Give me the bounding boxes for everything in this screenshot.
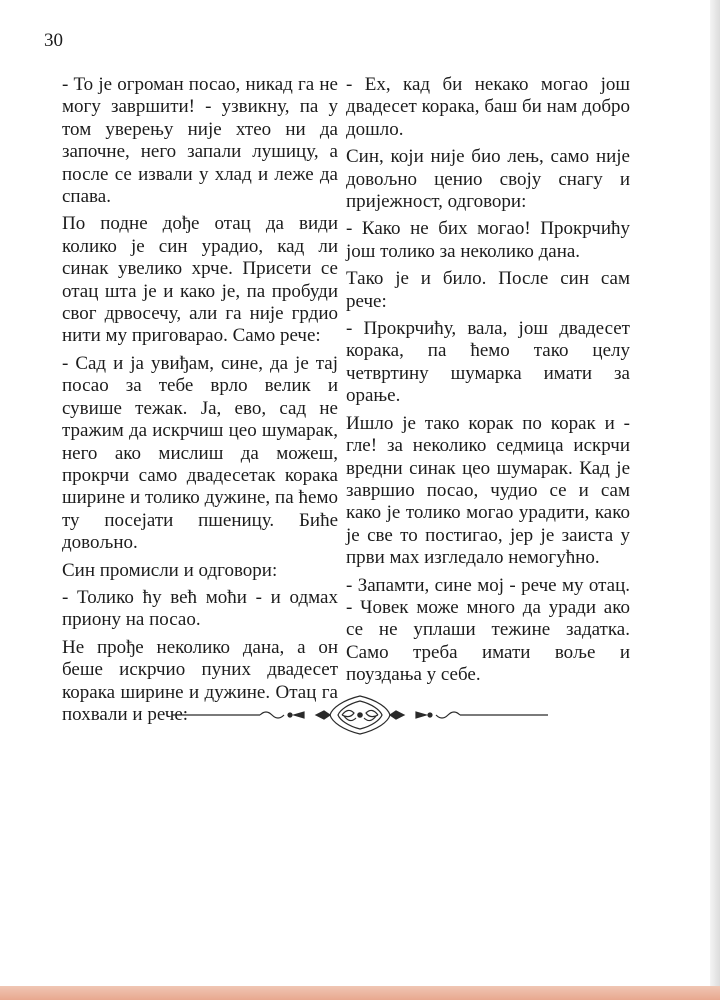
paragraph: Син промисли и одговори: (62, 559, 278, 581)
paragraph: - Запамти, сине мој - рече му отац. - Човек може много да уради ако се не уплаши тежине задатка. Само треба имати воље и поуздања у себе. (346, 574, 630, 686)
paragraph: - Прокрчићу, вала, још двадесет корака, па ћемо тако целу четвртину шумарка имати за орање. (346, 318, 630, 407)
paragraph: По подне дође отац да види колико је син урадио, кад ли синак увелико хрче. Присети се отац шта је и како је, па пробуди свог дрвосечу, али га није грдио нити му приговарао. Само рече: (62, 213, 338, 347)
paragraph: Не прође неколико дана, а он беше искрчио пуних двадесет корака ширине и дужине. Отац га похвали и рече: (62, 636, 338, 725)
book-bottom-edge (0, 986, 720, 1000)
paragraph: - Сад и ја увиђам, сине, да је тај посао за тебе врло велик и сувише тежак. Ја, ево, сад не тражим да искрчиш цео шумарак, него ако мислиш да можеш, прокрчи само двадесетак корака ширине и толико дужине, па ћемо ту посејати пшеницу. Биће довољно. (62, 352, 338, 554)
page-number: 30 (44, 30, 63, 51)
flourish-divider-icon (172, 690, 548, 740)
paragraph: - То је огроман посао, никад га не могу завршити! - узвикну, па у том уверењу није хтео ни да започне, него запали лушицу, а после се извали у хлад и леже да спава. (62, 74, 338, 208)
paragraph: - Како не бих могао! Прокрчићу још толико за неколико дана. (346, 218, 630, 262)
right-column (346, 74, 630, 692)
paragraph: - Ех, кад би некако могао још двадесет корака, баш би нам добро дошло. (346, 74, 630, 140)
paragraph: Син, који није био лењ, само није довољно ценио своју снагу и пријежност, одговори: (346, 146, 630, 213)
paragraph: Ишло је тако корак по корак и - гле! за неколико седмица искрчи вредни синак цео шумарак. Кад је завршио посао, чудио се и сам како је толико могао урадити, како је све то постигао, јер је заиста у први мах изгледало немогућно. (346, 412, 630, 569)
left-column (62, 74, 338, 731)
paragraph: Тако је и било. После син сам рече: (346, 268, 630, 312)
paragraph: - Толико ћу већ моћи - и одмах приону на посао. (62, 586, 338, 631)
page-edge (710, 0, 720, 1000)
